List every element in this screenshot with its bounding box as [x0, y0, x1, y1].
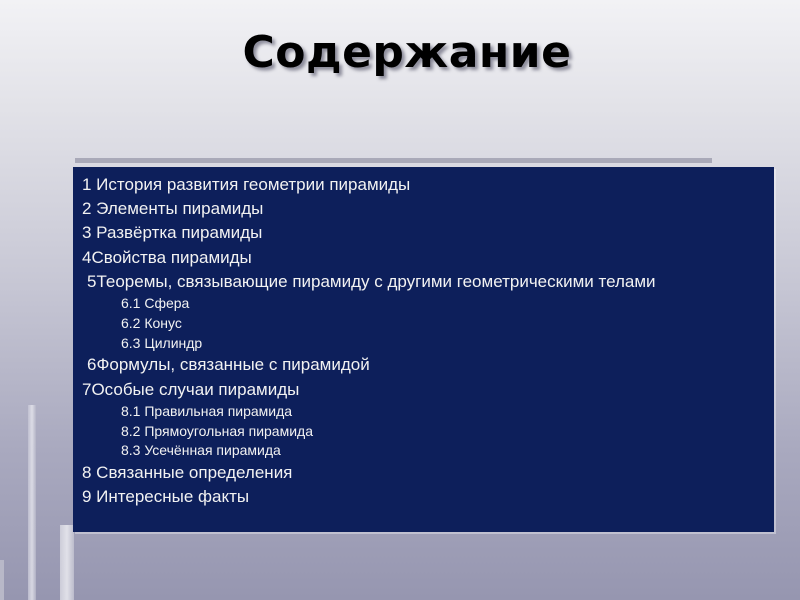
- toc-item: 1 История развития геометрии пирамиды: [82, 175, 411, 194]
- toc-subitem: 8.2 Прямоугольная пирамида: [121, 422, 313, 439]
- decorative-bar: [60, 525, 74, 600]
- toc-item: 2 Элементы пирамиды: [82, 199, 264, 219]
- toc-item: 8 Связанные определения: [82, 463, 293, 483]
- toc-item: 5Теоремы, связывающие пирамиду с другими геометрическими телами: [87, 271, 656, 291]
- table-of-contents-box: [73, 167, 774, 532]
- toc-item: 6Формулы, связанные с пирамидой: [87, 355, 370, 375]
- slide-title: Содержание: [242, 27, 572, 78]
- decorative-bar: [0, 560, 4, 600]
- toc-subitem: 6.3 Цилиндр: [121, 334, 203, 351]
- toc-item: 9 Интересные факты: [82, 487, 250, 507]
- toc-subitem: 8.3 Усечённая пирамида: [121, 442, 281, 459]
- divider-line: [75, 158, 712, 163]
- toc-item: 4Свойства пирамиды: [82, 247, 252, 267]
- toc-subitem: 6.1 Сфера: [121, 295, 190, 312]
- toc-list: [82, 173, 774, 510]
- toc-subitem: 6.2 Конус: [121, 314, 182, 331]
- toc-subitem: 8.1 Правильная пирамида: [121, 402, 293, 419]
- toc-item: 7Особые случаи пирамиды: [82, 379, 300, 399]
- decorative-bar: [28, 405, 36, 600]
- toc-item: 3 Развёртка пирамиды: [82, 223, 263, 243]
